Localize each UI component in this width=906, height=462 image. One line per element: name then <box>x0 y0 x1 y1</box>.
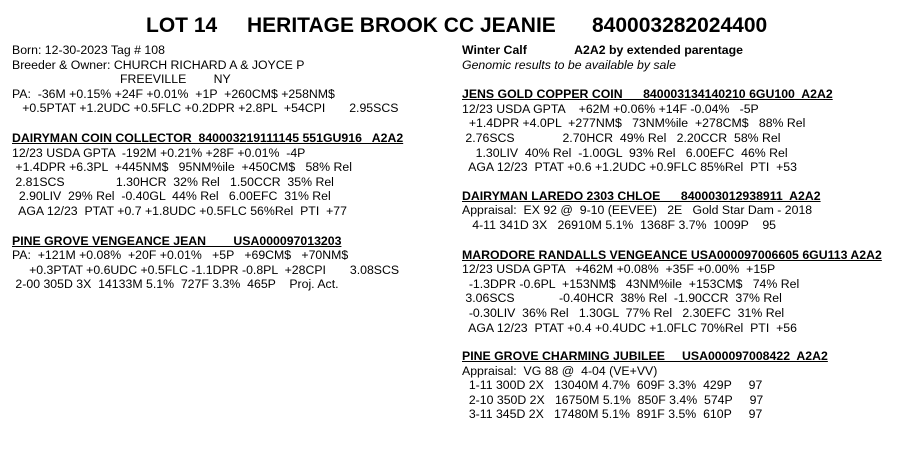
genomic-note: Genomic results to be available by sale <box>462 57 676 72</box>
sire2-line-1: 12/23 USDA GPTA +462M +0.08% +35F +0.00% +15P <box>462 262 776 277</box>
registration-number: 840003282024400 <box>592 14 768 37</box>
pa-line-2: +0.5PTAT +1.2UDC +0.5FLC +0.2DPR +2.8PL +54CPI 2.95SCS <box>12 101 399 116</box>
right-column <box>462 43 882 422</box>
sire1-title: JENS GOLD COPPER COIN 840003134140210 6GU100 A2A2 <box>462 87 833 102</box>
sire1-line-3: 2.76SCS 2.70HCR 49% Rel 2.20CCR 58% Rel <box>462 130 781 145</box>
dam2-line-2: 1-11 300D 2X 13040M 4.7% 609F 3.3% 429P 97 <box>462 378 763 393</box>
dam-line-3: 2-00 305D 3X 14133M 5.1% 727F 3.3% 465P Proj. Act. <box>12 277 339 292</box>
sire-line-5: AGA 12/23 PTAT +0.7 +1.8UDC +0.5FLC 56%Rel PTI +77 <box>12 203 347 218</box>
sire1-line-4: 1.30LIV 40% Rel -1.00GL 93% Rel 6.00EFC 46% Rel <box>462 145 788 160</box>
sire-title: DAIRYMAN COIN COLLECTOR 840003219111145 551GU916 A2A2 <box>12 130 404 145</box>
sire2-line-5: AGA 12/23 PTAT +0.4 +0.4UDC +1.0FLC 70%Rel PTI +56 <box>462 320 797 335</box>
pa-line-1: PA: -36M +0.15% +24F +0.01% +1P +260CM$ +258NM$ <box>12 86 335 101</box>
dam-line-1: PA: +121M +0.08% +20F +0.01% +5P +69CM$ +70NM$ <box>12 248 349 263</box>
lot-header <box>0 14 906 42</box>
town-line: FREEVILLE NY <box>120 72 231 87</box>
dam-title: PINE GROVE VENGEANCE JEAN USA000097013203 <box>12 233 342 248</box>
sire2-title: MARODORE RANDALLS VENGEANCE USA000097006605 6GU113 A2A2 <box>462 247 882 262</box>
sire2-line-3: 3.06SCS -0.40HCR 38% Rel -1.90CCR 37% Rel <box>462 291 782 306</box>
dam2-line-1: Appraisal: VG 88 @ 4-04 (VE+VV) <box>462 363 658 378</box>
dam1-line-1: Appraisal: EX 92 @ 9-10 (EEVEE) 2E Gold Star Dam - 2018 <box>462 203 813 218</box>
left-column <box>12 43 403 292</box>
sire2-line-2: -1.3DPR -0.6PL +153NM$ 43NM%ile +153CM$ 74% Rel <box>462 276 800 291</box>
sire-line-2: +1.4DPR +6.3PL +445NM$ 95NM%ile +450CM$ 58% Rel <box>12 160 352 175</box>
calf-line: Winter Calf A2A2 by extended parentage <box>462 43 743 57</box>
sire-line-3: 2.81SCS 1.30HCR 32% Rel 1.50CCR 35% Rel <box>12 174 334 189</box>
born-line: Born: 12-30-2023 Tag # 108 <box>12 43 165 57</box>
animal-name: HERITAGE BROOK CC JEANIE <box>247 14 556 37</box>
lot-number: LOT 14 <box>146 14 218 37</box>
dam2-line-4: 3-11 345D 2X 17480M 5.1% 891F 3.5% 610P 97 <box>462 407 763 422</box>
sire-line-1: 12/23 USDA GPTA -192M +0.21% +28F +0.01% -4P <box>12 145 306 160</box>
dam-line-2: +0.3PTAT +0.6UDC +0.5FLC -1.1DPR -0.8PL +28CPI 3.08SCS <box>12 262 400 277</box>
sire1-line-5: AGA 12/23 PTAT +0.6 +1.2UDC +0.9FLC 85%Rel PTI +53 <box>462 160 797 175</box>
dam2-line-3: 2-10 350D 2X 16750M 5.1% 850F 3.4% 574P 97 <box>462 392 764 407</box>
sire-line-4: 2.90LIV 29% Rel -0.40GL 44% Rel 6.00EFC 31% Rel <box>12 189 331 204</box>
sire1-line-2: +1.4DPR +4.0PL +277NM$ 73NM%ile +278CM$ 88% Rel <box>462 116 806 131</box>
breeder-line: Breeder & Owner: CHURCH RICHARD A & JOYCE P <box>12 57 305 72</box>
dam2-title: PINE GROVE CHARMING JUBILEE USA000097008422 A2A2 <box>462 349 828 364</box>
dam1-title: DAIRYMAN LAREDO 2303 CHLOE 840003012938911 A2A2 <box>462 188 821 203</box>
dam1-line-2: 4-11 341D 3X 26910M 5.1% 1368F 3.7% 1009P 95 <box>462 217 777 232</box>
sire2-line-4: -0.30LIV 36% Rel 1.30GL 77% Rel 2.30EFC 31% Rel <box>462 305 785 320</box>
sire1-line-1: 12/23 USDA GPTA +62M +0.06% +14F -0.04% -5P <box>462 101 759 116</box>
